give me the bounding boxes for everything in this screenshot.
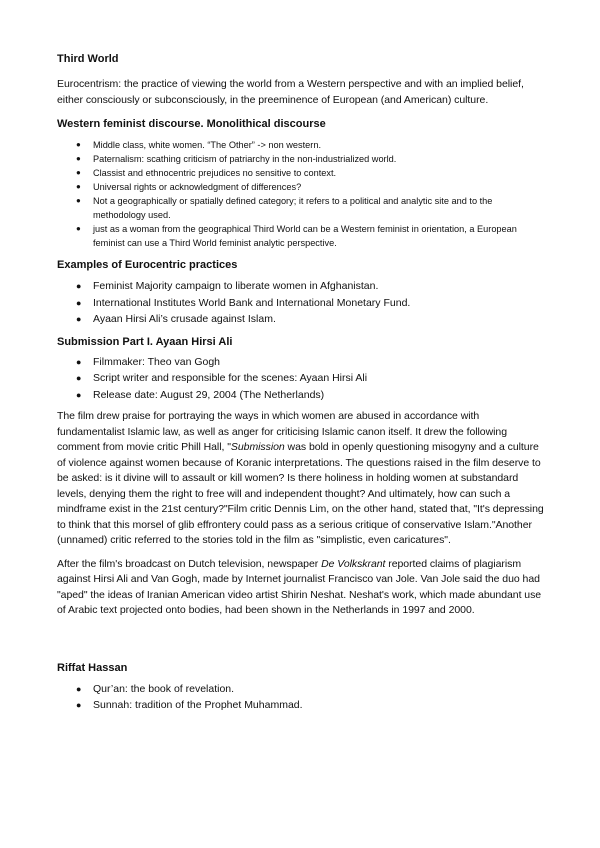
bullet-icon: ● [76,224,81,233]
paragraph-film-reception: The film drew praise for portraying the ways in which women are abused in accordance with fundamentalist Islamic law, as well as anger for criticising Islamic canon itself. It drew the following comment from movie critic Phill Hall, "Submission was bold in openly questioning misogyny and a culture of violence against women because of Koranic interpretations. The questions raised in the film deserve to be asked: is it divine will to assault or kill women? Is there holiness in holding women at substandard levels, denying them the right to free will and independent thought? And ultimately, how can such a mindframe exist in the 21st century?"Film critic Dennis Lim, on the other hand, stated that, "It's depressing to think that this morsel of glib effrontery could pass as a serious critique of conservative Islam."Another (unnamed) critic referred to the stories told in the film as "simplistic, even caricatures". [57,410,544,546]
list-item: ● Middle class, white women. “The Other” -> non western. [76,140,321,150]
bullet-icon: ● [76,373,82,383]
paragraph-eurocentrism: Eurocentrism: the practice of viewing the world from a Western perspective and with an implied belief, either consciously or subconsciously, in the preeminence of European (and American) culture. [57,78,524,106]
list-item: ● just as a woman from the geographical Third World can be a Western feminist in orientation, a European feminist can use a Third World feminist analytic perspective. [76,224,517,248]
bullet-icon: ● [76,281,82,291]
bullet-icon: ● [76,140,81,149]
list-item: ● Filmmaker: Theo van Gogh [57,354,547,371]
bullet-icon: ● [76,168,81,177]
bullet-icon: ● [76,356,82,367]
film-title-italic: Submission [230,441,285,453]
newspaper-title-italic: De Volkskrant [321,557,386,570]
heading-western-feminist: Western feminist discourse. Monolithical discourse [57,118,326,130]
list-item: ● Universal rights or acknowledgment of differences? [76,182,302,192]
heading-submission: Submission Part I. Ayaan Hirsi Ali [57,335,233,348]
bullet-icon: ● [76,683,82,694]
list-item: ● Release date: August 29, 2004 (The Netherlands) [57,387,547,404]
list-riffat-hassan [57,681,547,714]
list-item: ● International Institutes World Bank and International Monetary Fund. [57,295,547,312]
list-item: ● Classist and ethnocentric prejudices no sensitive to context. [76,168,337,178]
paragraph-plagiarism: After the film's broadcast on Dutch television, newspaper De Volkskrant reported claims of plagiarism against Hirsi Ali and Van Gogh, made by Internet journalist Francisco van Jole. Van Jole said the duo had "aped" the ideas of Iranian American video artist Shirin Neshat. Neshat's work, which made abundant use of Arabic text projected onto bodies, had been shown in the Netherlands in 1997 and 2000. [57,557,542,616]
list-item: ● Qur’an: the book of revelation. [57,681,547,698]
list-eurocentric-examples [57,278,547,328]
list-item: ● Paternalism: scathing criticism of patriarchy in the non-industrialized world. [76,154,397,164]
list-item: ● Feminist Majority campaign to liberate women in Afghanistan. [57,278,547,295]
bullet-icon: ● [76,389,82,400]
bullet-icon: ● [76,297,82,308]
list-western-feminist [57,138,547,250]
bullet-icon: ● [76,196,81,205]
bullet-icon: ● [76,314,82,324]
heading-third-world: Third World [57,53,119,65]
list-item: ● Not a geographically or spatially defined category; it refers to a political and analytic site and to the methodology used. [76,196,493,220]
list-item: ● Ayaan Hirsi Ali’s crusade against Islam. [57,311,547,328]
list-item: ● Script writer and responsible for the scenes: Ayaan Hirsi Ali [57,370,547,387]
bullet-icon: ● [76,700,82,710]
bullet-icon: ● [76,154,81,163]
heading-riffat-hassan: Riffat Hassan [57,661,128,674]
list-submission [57,354,547,404]
list-item: ● Sunnah: tradition of the Prophet Muhammad. [57,697,547,714]
document-page [57,52,547,714]
heading-eurocentric-examples: Examples of Eurocentric practices [57,259,238,271]
bullet-icon: ● [76,182,81,191]
